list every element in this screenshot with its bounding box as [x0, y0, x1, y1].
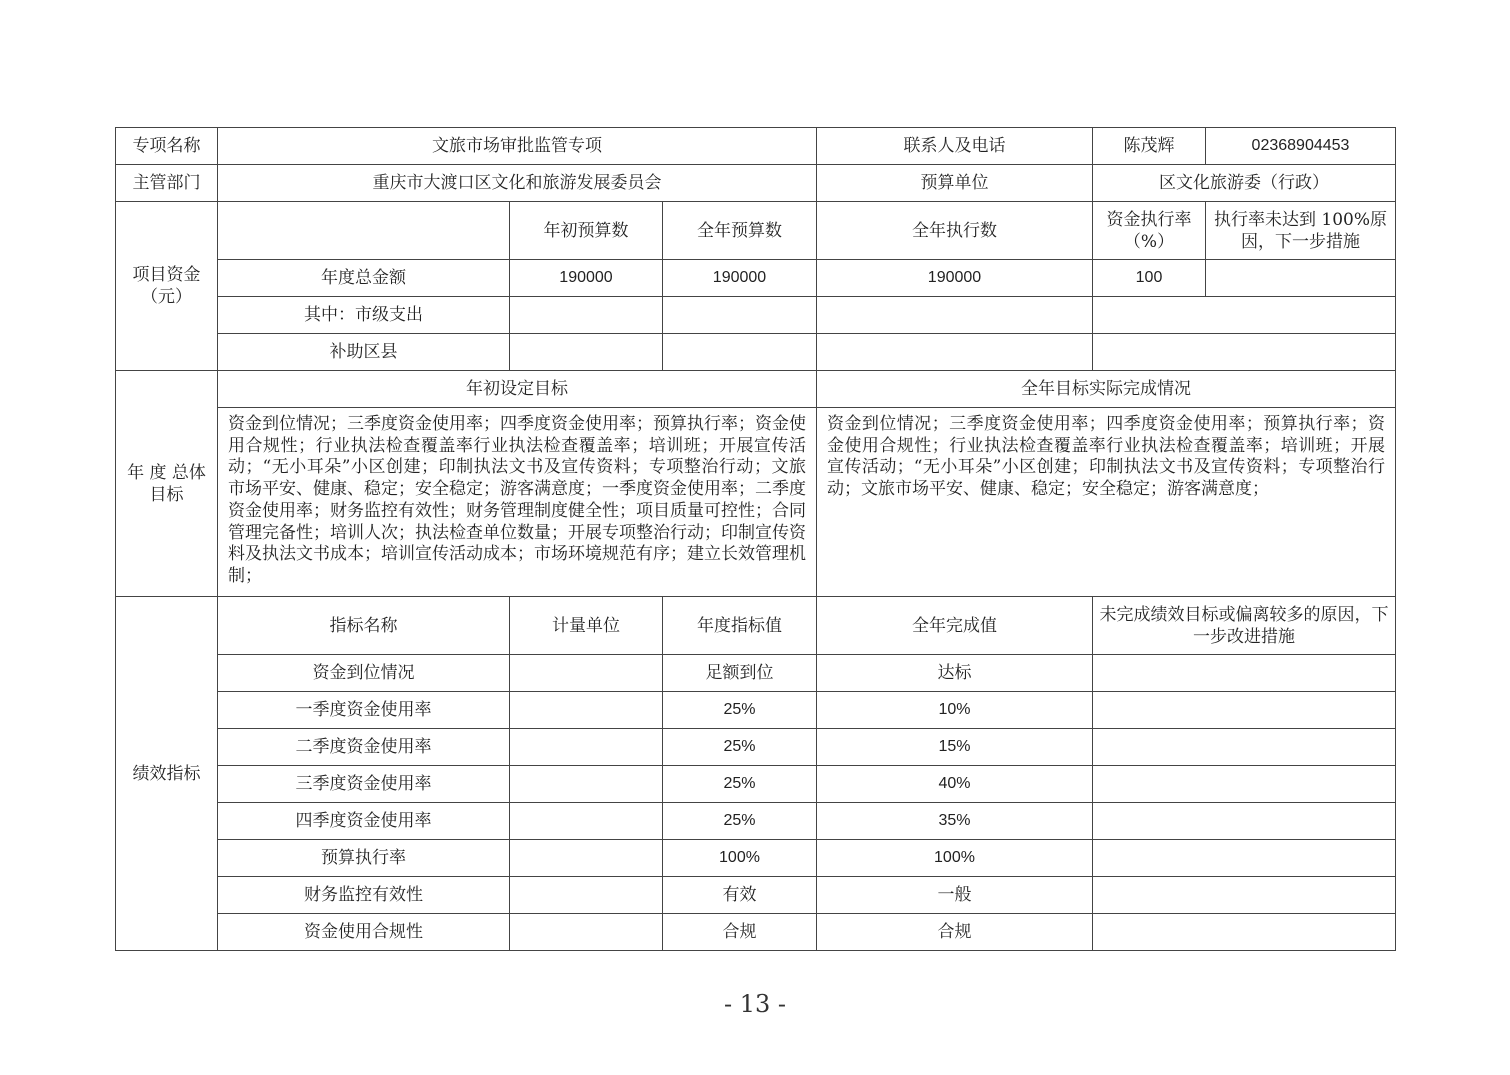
indicator-reason [1093, 655, 1396, 692]
project-row [116, 128, 1396, 165]
budget-unit-label: 预算单位 [817, 165, 1093, 202]
actual-goals-header: 全年目标实际完成情况 [817, 371, 1396, 408]
indicator-reason [1093, 877, 1396, 914]
funds-row-label: 补助区县 [218, 334, 510, 371]
table-row [116, 766, 1396, 803]
indicator-target: 25% [663, 803, 817, 840]
annual-budget-value: 190000 [663, 260, 817, 297]
annual-budget-value [663, 297, 817, 334]
indicator-reason [1093, 840, 1396, 877]
indicator-unit [510, 877, 663, 914]
exec-rate-value [1093, 297, 1396, 334]
page-number: - 13 - [723, 990, 786, 1018]
dept-label: 主管部门 [116, 165, 218, 202]
indicator-actual: 达标 [817, 655, 1093, 692]
funds-header-blank [218, 202, 510, 260]
indicator-reason [1093, 803, 1396, 840]
indicator-name-header: 指标名称 [218, 597, 510, 655]
indicator-actual: 合规 [817, 914, 1093, 951]
table-row [116, 877, 1396, 914]
exec-rate-header: 资金执行率（%） [1093, 202, 1206, 260]
table-row [116, 729, 1396, 766]
indicator-actual: 35% [817, 803, 1093, 840]
exec-rate-value: 100 [1093, 260, 1206, 297]
department-row [116, 165, 1396, 202]
indicator-reason [1093, 766, 1396, 803]
funds-row [116, 334, 1396, 371]
indicator-reason-header: 未完成绩效目标或偏离较多的原因，下一步改进措施 [1093, 597, 1396, 655]
indicator-actual-header: 全年完成值 [817, 597, 1093, 655]
dept-name: 重庆市大渡口区文化和旅游发展委员会 [218, 165, 817, 202]
indicators-section-label: 绩效指标 [116, 597, 218, 951]
table-row [116, 914, 1396, 951]
indicator-actual: 一般 [817, 877, 1093, 914]
indicator-target: 25% [663, 729, 817, 766]
goals-header-row [116, 371, 1396, 408]
annual-budget-header: 全年预算数 [663, 202, 817, 260]
indicator-unit [510, 766, 663, 803]
indicator-name: 资金使用合规性 [218, 914, 510, 951]
exec-reason-header: 执行率未达到 100%原因，下一步措施 [1206, 202, 1396, 260]
contact-label: 联系人及电话 [817, 128, 1093, 165]
annual-executed-header: 全年执行数 [817, 202, 1093, 260]
table-row [116, 840, 1396, 877]
initial-budget-header: 年初预算数 [510, 202, 663, 260]
indicator-target: 合规 [663, 914, 817, 951]
indicator-actual: 40% [817, 766, 1093, 803]
indicator-target: 足额到位 [663, 655, 817, 692]
indicator-unit [510, 692, 663, 729]
performance-table-container [115, 127, 1395, 951]
contact-phone: 02368904453 [1206, 128, 1396, 165]
project-label: 专项名称 [116, 128, 218, 165]
indicator-actual: 10% [817, 692, 1093, 729]
indicator-unit [510, 729, 663, 766]
indicator-actual: 15% [817, 729, 1093, 766]
actual-goals-text: 资金到位情况；三季度资金使用率；四季度资金使用率；预算执行率；资金使用合规性；行业执法检查覆盖率行业执法检查覆盖率；培训班；开展宣传活动；“无小耳朵”小区创建；印制执法文书及宣传资料；专项整治行动；文旅市场平安、健康、稳定；安全稳定；游客满意度； [817, 408, 1396, 597]
indicator-reason [1093, 729, 1396, 766]
indicator-name: 一季度资金使用率 [218, 692, 510, 729]
initial-budget-value [510, 297, 663, 334]
indicator-unit [510, 803, 663, 840]
funds-row [116, 260, 1396, 297]
indicator-target: 100% [663, 840, 817, 877]
indicator-target: 25% [663, 766, 817, 803]
budget-unit: 区文化旅游委（行政） [1093, 165, 1396, 202]
initial-budget-value [510, 334, 663, 371]
funds-header-row [116, 202, 1396, 260]
table-row [116, 803, 1396, 840]
indicator-name: 二季度资金使用率 [218, 729, 510, 766]
indicator-reason [1093, 692, 1396, 729]
exec-rate-value [1093, 334, 1396, 371]
annual-executed-value [817, 334, 1093, 371]
performance-table [115, 127, 1396, 951]
indicator-target: 有效 [663, 877, 817, 914]
project-name: 文旅市场审批监管专项 [218, 128, 817, 165]
goals-text-row [116, 408, 1396, 597]
annual-executed-value: 190000 [817, 260, 1093, 297]
indicator-name: 财务监控有效性 [218, 877, 510, 914]
indicator-unit [510, 840, 663, 877]
contact-name: 陈茂辉 [1093, 128, 1206, 165]
initial-budget-value: 190000 [510, 260, 663, 297]
indicator-actual: 100% [817, 840, 1093, 877]
indicator-name: 资金到位情况 [218, 655, 510, 692]
indicator-target-header: 年度指标值 [663, 597, 817, 655]
goals-section-label: 年 度 总体目标 [116, 371, 218, 597]
indicator-unit-header: 计量单位 [510, 597, 663, 655]
table-row [116, 655, 1396, 692]
indicator-name: 四季度资金使用率 [218, 803, 510, 840]
indicator-target: 25% [663, 692, 817, 729]
annual-budget-value [663, 334, 817, 371]
table-row [116, 692, 1396, 729]
funds-row-label: 年度总金额 [218, 260, 510, 297]
indicator-reason [1093, 914, 1396, 951]
funds-row-label: 其中：市级支出 [218, 297, 510, 334]
exec-reason-value [1206, 260, 1396, 297]
indicator-name: 预算执行率 [218, 840, 510, 877]
indicator-name: 三季度资金使用率 [218, 766, 510, 803]
indicators-header-row [116, 597, 1396, 655]
initial-goals-text: 资金到位情况；三季度资金使用率；四季度资金使用率；预算执行率；资金使用合规性；行业执法检查覆盖率行业执法检查覆盖率；培训班；开展宣传活动；“无小耳朵”小区创建；印制执法文书及宣传资料；专项整治行动；文旅市场平安、健康、稳定；安全稳定；游客满意度；一季度资金使用率；二季度资金使用率；财务监控有效性；财务管理制度健全性；项目质量可控性；合同管理完备性；培训人次；执法检查单位数量；开展专项整治行动；印制宣传资料及执法文书成本；培训宣传活动成本；市场环境规范有序；建立长效管理机制； [218, 408, 817, 597]
annual-executed-value [817, 297, 1093, 334]
funds-row [116, 297, 1396, 334]
indicator-unit [510, 655, 663, 692]
funds-section-label: 项目资金（元） [116, 202, 218, 371]
indicator-unit [510, 914, 663, 951]
initial-goals-header: 年初设定目标 [218, 371, 817, 408]
